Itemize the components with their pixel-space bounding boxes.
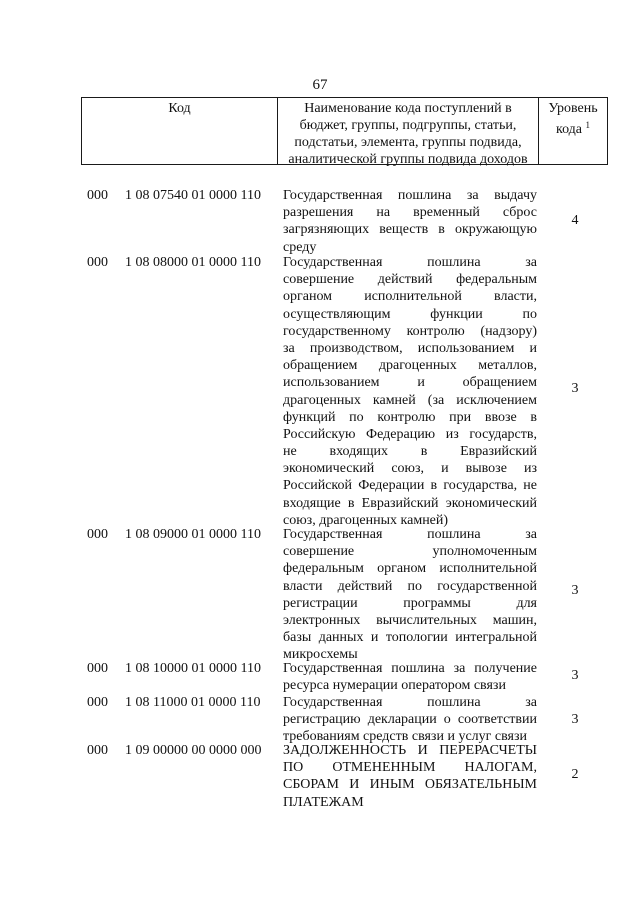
row-name-line: осуществляющим функции по	[283, 306, 537, 322]
header-name-line: подстатьи, элемента, группы подвида,	[294, 135, 522, 150]
row-code: 1 09 00000 00 0000 000	[125, 743, 262, 758]
header-level-line: Уровень	[548, 101, 598, 116]
header-name-line: бюджет, группы, подгруппы, статьи,	[299, 118, 517, 133]
row-name-line: не входящих в Евразийский	[283, 444, 537, 460]
header-code-column: Код	[168, 101, 191, 116]
row-name-line: СБОРАМ И ИНЫМ ОБЯЗАТЕЛЬНЫМ	[283, 777, 537, 793]
row-name-line: ПО ОТМЕНЕННЫМ НАЛОГАМ,	[283, 760, 537, 776]
row-level: 4	[571, 213, 579, 228]
row-prefix: 000	[87, 255, 108, 270]
footnote-marker: 1	[585, 120, 591, 130]
row-name-line: микросхемы	[283, 647, 358, 663]
row-name	[283, 187, 537, 256]
row-name-line: совершение уполномоченным	[283, 544, 537, 560]
row-name-line: экономический союз, и вывозе из	[283, 461, 537, 477]
row-name-line: ресурса нумерации оператором связи	[283, 678, 506, 694]
row-level: 3	[571, 381, 579, 396]
row-prefix: 000	[87, 527, 108, 542]
row-name-line: органом исполнительной власти,	[283, 289, 537, 305]
row-name-line: обращением драгоценных металлов,	[283, 358, 537, 374]
row-name-line: электронных вычислительных машин,	[283, 612, 537, 628]
row-name-line: за производством, использованием и	[283, 340, 537, 356]
row-name	[283, 526, 537, 664]
row-name-line: функций по контролю при ввозе в	[283, 409, 537, 425]
row-name	[283, 694, 537, 746]
row-name-line: ЗАДОЛЖЕННОСТЬ И ПЕРЕРАСЧЕТЫ	[283, 743, 537, 758]
header-level-word: кода	[555, 122, 583, 137]
row-name-line: драгоценных камней (за исключением	[283, 392, 537, 408]
row-level: 2	[571, 767, 579, 782]
header-level-line	[539, 117, 607, 138]
row-name-line: власти действий по государственной	[283, 578, 537, 594]
row-name	[283, 742, 537, 811]
row-name-line: Российскую Федерацию из государств,	[283, 426, 537, 442]
row-prefix: 000	[87, 695, 108, 710]
header-level-column	[539, 98, 607, 164]
row-name	[283, 660, 537, 694]
row-code: 1 08 11000 01 0000 110	[125, 695, 261, 710]
header-name-column	[277, 98, 539, 167]
row-code: 1 08 09000 01 0000 110	[125, 527, 261, 542]
row-name-line: ПЛАТЕЖАМ	[283, 794, 364, 810]
header-name-line: аналитической группы подвида доходов	[288, 152, 528, 167]
row-name-line: Государственная пошлина за	[283, 527, 537, 542]
row-name-line: регистрацию декларации о соответствии	[283, 712, 537, 728]
row-level: 3	[571, 668, 579, 683]
row-name	[283, 254, 537, 529]
row-level: 3	[571, 583, 579, 598]
row-prefix: 000	[87, 188, 108, 203]
row-code: 1 08 08000 01 0000 110	[125, 255, 261, 270]
header-name-line: Наименование кода поступлений в	[304, 101, 512, 116]
row-name-line: Государственная пошлина за	[283, 255, 537, 270]
row-name-line: Государственная пошлина за получение	[283, 661, 537, 676]
table-header	[81, 97, 608, 165]
row-name-line: загрязняющих веществ в окружающую	[283, 222, 537, 238]
row-name-line: требованиям средств связи и услуг связи	[283, 729, 527, 745]
row-name-line: среду	[283, 239, 317, 255]
row-prefix: 000	[87, 661, 108, 676]
row-name-line: входящие в Евразийский экономический	[283, 495, 537, 511]
row-level: 3	[571, 712, 579, 727]
row-name-line: Государственная пошлина за	[283, 695, 537, 710]
page-number: 67	[312, 77, 328, 93]
row-name-line: Государственная пошлина за выдачу	[283, 188, 537, 203]
row-name-line: регистрации программы для	[283, 595, 537, 611]
row-name-line: разрешения на временный сброс	[283, 205, 537, 221]
row-name-line: государственному контролю (надзору)	[283, 323, 537, 339]
row-name-line: использованием и обращением	[283, 375, 537, 391]
row-code: 1 08 10000 01 0000 110	[125, 661, 261, 676]
row-name-line: совершение действий федеральным	[283, 272, 537, 288]
row-prefix: 000	[87, 743, 108, 758]
row-name-line: базы данных и топологии интегральной	[283, 630, 537, 646]
row-code: 1 08 07540 01 0000 110	[125, 188, 261, 203]
row-name-line: союз, драгоценных камней)	[283, 512, 449, 528]
row-name-line: федеральным органом исполнительной	[283, 561, 537, 577]
row-name-line: Российской Федерации в государства, не	[283, 478, 537, 494]
